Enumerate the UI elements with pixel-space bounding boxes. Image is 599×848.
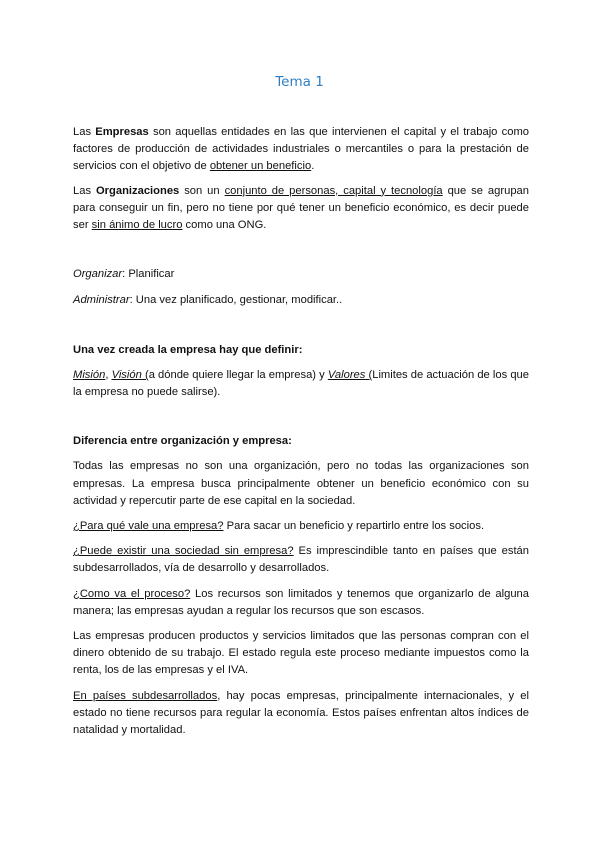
- paragraph-administrar: [73, 292, 529, 309]
- text: Es imprescindible tanto en países que están subdesarrollados, vía de desarrollo y desarrollados.: [73, 545, 529, 575]
- underlined-text: sin ánimo de lucro: [91, 219, 183, 232]
- paragraph-mision-vision-valores: [73, 367, 529, 401]
- underlined-question: ¿Como va el proceso?: [73, 587, 191, 600]
- underlined-text: conjunto de personas, capital y tecnología: [224, 184, 443, 197]
- text: Las: [73, 184, 96, 197]
- section-heading: Una vez creada la empresa hay que definir:: [73, 343, 303, 356]
- text: como una ONG.: [182, 219, 267, 232]
- bold-term-empresas: Empresas: [95, 126, 149, 138]
- text: ,: [105, 368, 112, 381]
- text: Las: [73, 126, 96, 138]
- text: son un: [179, 184, 225, 197]
- underlined-text: (: [141, 368, 149, 381]
- bold-term-organizaciones: Organizaciones: [95, 184, 180, 197]
- paragraph-puede-existir: [73, 543, 529, 577]
- text: .: [311, 160, 315, 173]
- paragraph-organizar: [73, 266, 529, 283]
- page-title: Tema 1: [275, 74, 324, 90]
- underlined-question: ¿Puede existir una sociedad sin empresa?: [73, 545, 294, 558]
- text: a dónde quiere llegar la empresa) y: [148, 368, 328, 381]
- underlined-text: En países subdesarrollados: [73, 689, 218, 702]
- italic-underlined-term: Valores: [327, 368, 366, 381]
- text: : Planificar: [122, 268, 175, 281]
- document-body: [73, 124, 529, 739]
- text: Limites de actuación de los que la empresa no puede salirse).: [73, 368, 529, 399]
- italic-underlined-term: Misión: [73, 368, 106, 381]
- italic-term: Administrar: [73, 294, 130, 307]
- italic-term: Organizar: [73, 268, 123, 281]
- section-heading: Diferencia entre organización y empresa:: [73, 435, 292, 448]
- underlined-text: obtener un beneficio: [209, 160, 312, 173]
- italic-underlined-term: Visión: [111, 368, 142, 381]
- underlined-text: (: [365, 368, 373, 381]
- text: que se agrupan para conseguir un fin, pero no tiene por qué tener un beneficio económico, es decir puede ser: [73, 184, 529, 232]
- text: Para sacar un beneficio y repartirlo entre los socios.: [223, 520, 485, 533]
- paragraph-proceso: [73, 586, 529, 620]
- paragraph-para-que: [73, 518, 529, 535]
- text: , hay pocas empresas, principalmente internacionales, y el estado no tiene recursos para regular la economía. Estos países enfrentan altos índices de natalidad y mortalidad.: [73, 689, 529, 737]
- text: : Una vez planificado, gestionar, modificar..: [129, 294, 343, 307]
- paragraph-diferencia: Todas las empresas no son una organización, pero no todas las organizaciones son empresas. La empresa busca principalmente obtener un beneficio económico con su actividad y repercutir parte de ese capital en la sociedad.: [73, 460, 529, 507]
- paragraph-empresas: [73, 124, 529, 176]
- text: son aquellas entidades en las que intervienen el capital y el trabajo como factores de producción de actividades industriales o mercantiles o para la prestación de servicios con el objetivo de: [73, 126, 529, 173]
- paragraph-organizaciones: [73, 183, 529, 235]
- underlined-question: ¿Para qué vale una empresa?: [73, 520, 224, 533]
- text: Los recursos son limitados y tenemos que organizarlo de alguna manera; las empresas ayudan a regular los recursos que son escasos.: [73, 587, 529, 617]
- paragraph-producen: Las empresas producen productos y servicios limitados que las personas compran con el dinero obtenido de su trabajo. El estado regula este proceso mediante impuestos como la renta, los de las empresas y el IVA.: [73, 630, 529, 677]
- paragraph-subdesarrollados: [73, 688, 529, 740]
